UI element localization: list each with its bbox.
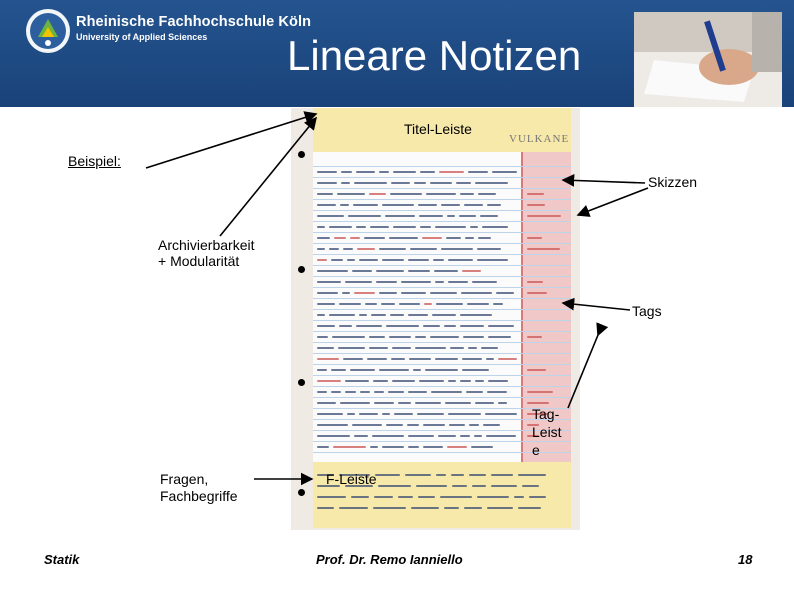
label-tag-leiste-1: Tag- xyxy=(532,406,560,422)
arrow-tags xyxy=(563,303,630,310)
label-archivierbarkeit: Archivierbarkeit xyxy=(158,237,255,253)
label-skizzen: Skizzen xyxy=(648,174,698,190)
university-name: Rheinische Fachhochschule Köln xyxy=(76,14,312,30)
label-tags: Tags xyxy=(632,303,662,319)
label-titel-leiste: Titel-Leiste xyxy=(404,121,472,137)
university-subtitle: University of Applied Sciences xyxy=(76,32,208,42)
footer-left: Statik xyxy=(44,552,80,567)
label-fragen: Fragen, xyxy=(160,471,209,487)
label-fachbegriffe: Fachbegriffe xyxy=(160,488,238,504)
label-beispiel: Beispiel: xyxy=(68,153,121,169)
label-tag-leiste-3: e xyxy=(532,442,540,458)
arrow-skizzen-2 xyxy=(578,188,648,215)
label-modularitaet: + Modularität xyxy=(158,253,240,269)
notebook-heading: VULKANE xyxy=(509,133,570,145)
label-f-leiste: F-Leiste xyxy=(326,471,377,487)
arrow-tag-leiste xyxy=(568,335,598,408)
footer-center: Prof. Dr. Remo Ianniello xyxy=(316,552,463,567)
label-tag-leiste-2: Leist xyxy=(532,424,562,440)
arrow-beispiel-to-top xyxy=(146,114,316,168)
page-number: 18 xyxy=(738,552,753,567)
arrow-skizzen-1 xyxy=(563,180,645,183)
arrow-archiv-to-top xyxy=(220,118,316,236)
page-title: Lineare Notizen xyxy=(287,32,582,79)
